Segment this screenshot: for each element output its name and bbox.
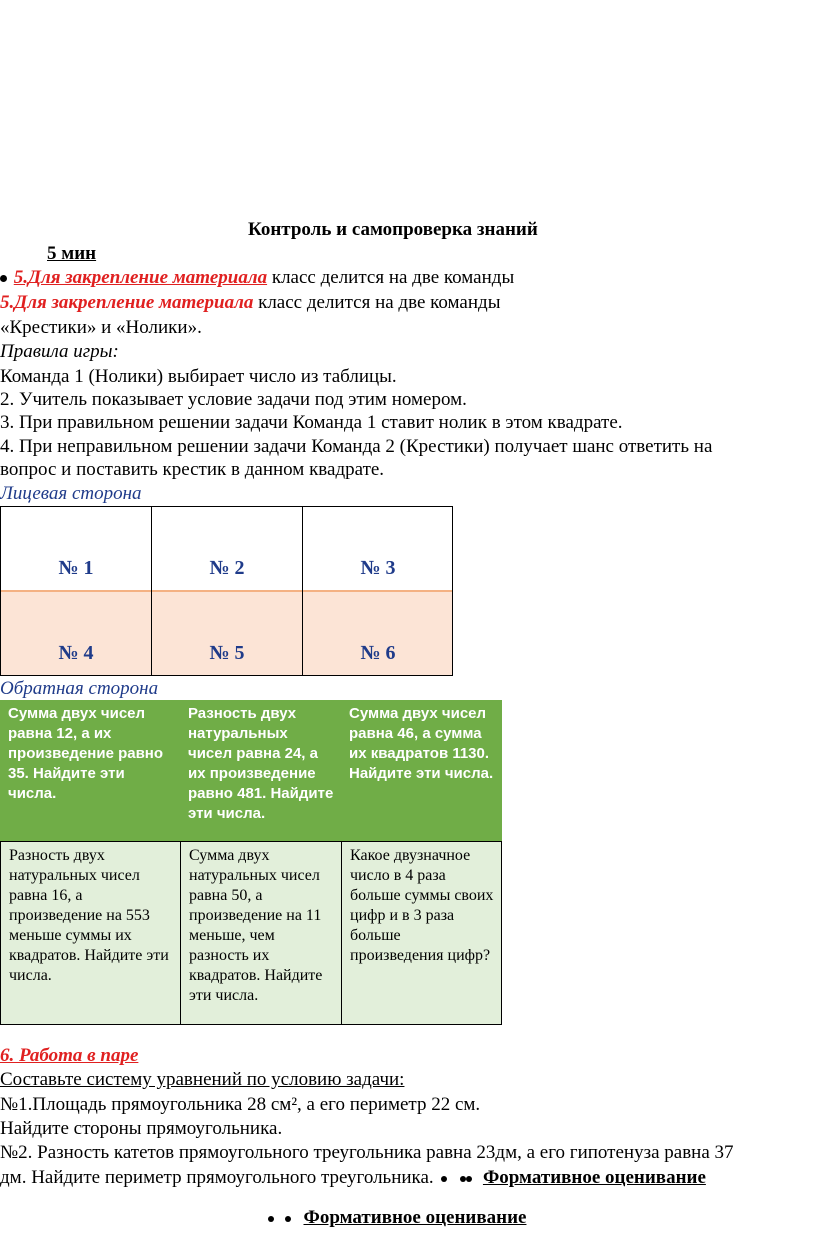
intro-line-1: [0, 267, 514, 289]
bullet-icon: [268, 1216, 274, 1222]
rule-3: 3. При правильном решении задачи Команда 1 ставит нолик в этом квадрате.: [0, 412, 623, 433]
formative-line: [268, 1207, 526, 1229]
front-cell-2[interactable]: № 2: [209, 557, 245, 579]
back-top-cell-3: Сумма двух чисел равна 46, а сумма их квадратов 1130. Найдите эти числа.: [341, 700, 502, 841]
front-cell-5[interactable]: № 5: [209, 642, 245, 664]
intro-line-2: [0, 292, 500, 314]
front-cell-3[interactable]: № 3: [360, 557, 396, 579]
intro-line-1-rest: класс делится на две команды: [267, 267, 515, 288]
back-bottom-cell-2: Сумма двух натуральных чисел равна 50, а произведение на 11 меньше, чем разность их квадратов. Найдите эти числа.: [180, 841, 342, 1025]
bullet-icon: [0, 275, 7, 282]
bullet-icon: [285, 1216, 291, 1222]
front-side-label: Лицевая сторона: [0, 483, 142, 504]
rule-2: 2. Учитель показывает условие задачи под этим номером.: [0, 389, 467, 410]
pair-work-task: Составьте систему уравнений по условию задачи:: [0, 1069, 405, 1090]
problem-1-line-1: №1.Площадь прямоугольника 28 см², а его периметр 22 см.: [0, 1094, 481, 1115]
front-cell-1[interactable]: № 1: [58, 557, 94, 579]
back-top-cell-1: Сумма двух чисел равна 12, а их произведение равно 35. Найдите эти числа.: [0, 700, 180, 841]
front-side-table: [0, 506, 453, 676]
intro-line-1-lead: 5.Для закрепление материала: [13, 267, 268, 288]
pair-work-title: 6. Работа в паре: [0, 1045, 139, 1066]
bullet-icon: [441, 1176, 447, 1182]
rule-4b: вопрос и поставить крестик в данном квадрате.: [0, 459, 385, 480]
front-cell-4[interactable]: № 4: [58, 642, 94, 664]
back-bottom-cell-1: Разность двух натуральных чисел равна 16, а произведение на 553 меньше суммы их квадратов. Найдите эти числа.: [0, 841, 181, 1025]
rule-1: Команда 1 (Нолики) выбирает число из таблицы.: [0, 366, 397, 387]
front-cell-6[interactable]: № 6: [360, 642, 396, 664]
intro-line-2-lead: 5.Для закрепление материала: [0, 292, 254, 313]
intro-line-2-rest: класс делится на две команды: [253, 292, 501, 313]
intro-line-3: «Крестики» и «Нолики».: [0, 317, 202, 338]
formative-assessment-2: Формативное оценивание: [303, 1207, 527, 1228]
rule-4a: 4. При неправильном решении задачи Команда 2 (Крестики) получает шанс ответить на: [0, 436, 713, 457]
problem-2-line-2: [0, 1167, 706, 1189]
back-side-table: [0, 700, 502, 1025]
time-label: 5 мин: [47, 243, 97, 264]
back-bottom-cell-3: Какое двузначное число в 4 раза больше суммы своих цифр и в 3 раза больше произведения цифр?: [341, 841, 502, 1025]
back-side-label: Обратная сторона: [0, 678, 159, 699]
section-title: Контроль и самопроверка знаний: [248, 219, 538, 240]
problem-2-line-2-text: дм. Найдите периметр прямоугольного треугольника.: [0, 1167, 434, 1188]
rules-title: Правила игры:: [0, 341, 119, 362]
bullet-icon: [466, 1176, 472, 1182]
problem-2-line-1: №2. Разность катетов прямоугольного треугольника равна 23дм, а его гипотенуза равна 37: [0, 1142, 734, 1163]
formative-assessment-1: Формативное оценивание: [482, 1167, 706, 1188]
problem-1-line-2: Найдите стороны прямоугольника.: [0, 1118, 283, 1139]
back-top-cell-2: Разность двух натуральных чисел равна 24, а их произведение равно 481. Найдите эти числа.: [180, 700, 341, 841]
